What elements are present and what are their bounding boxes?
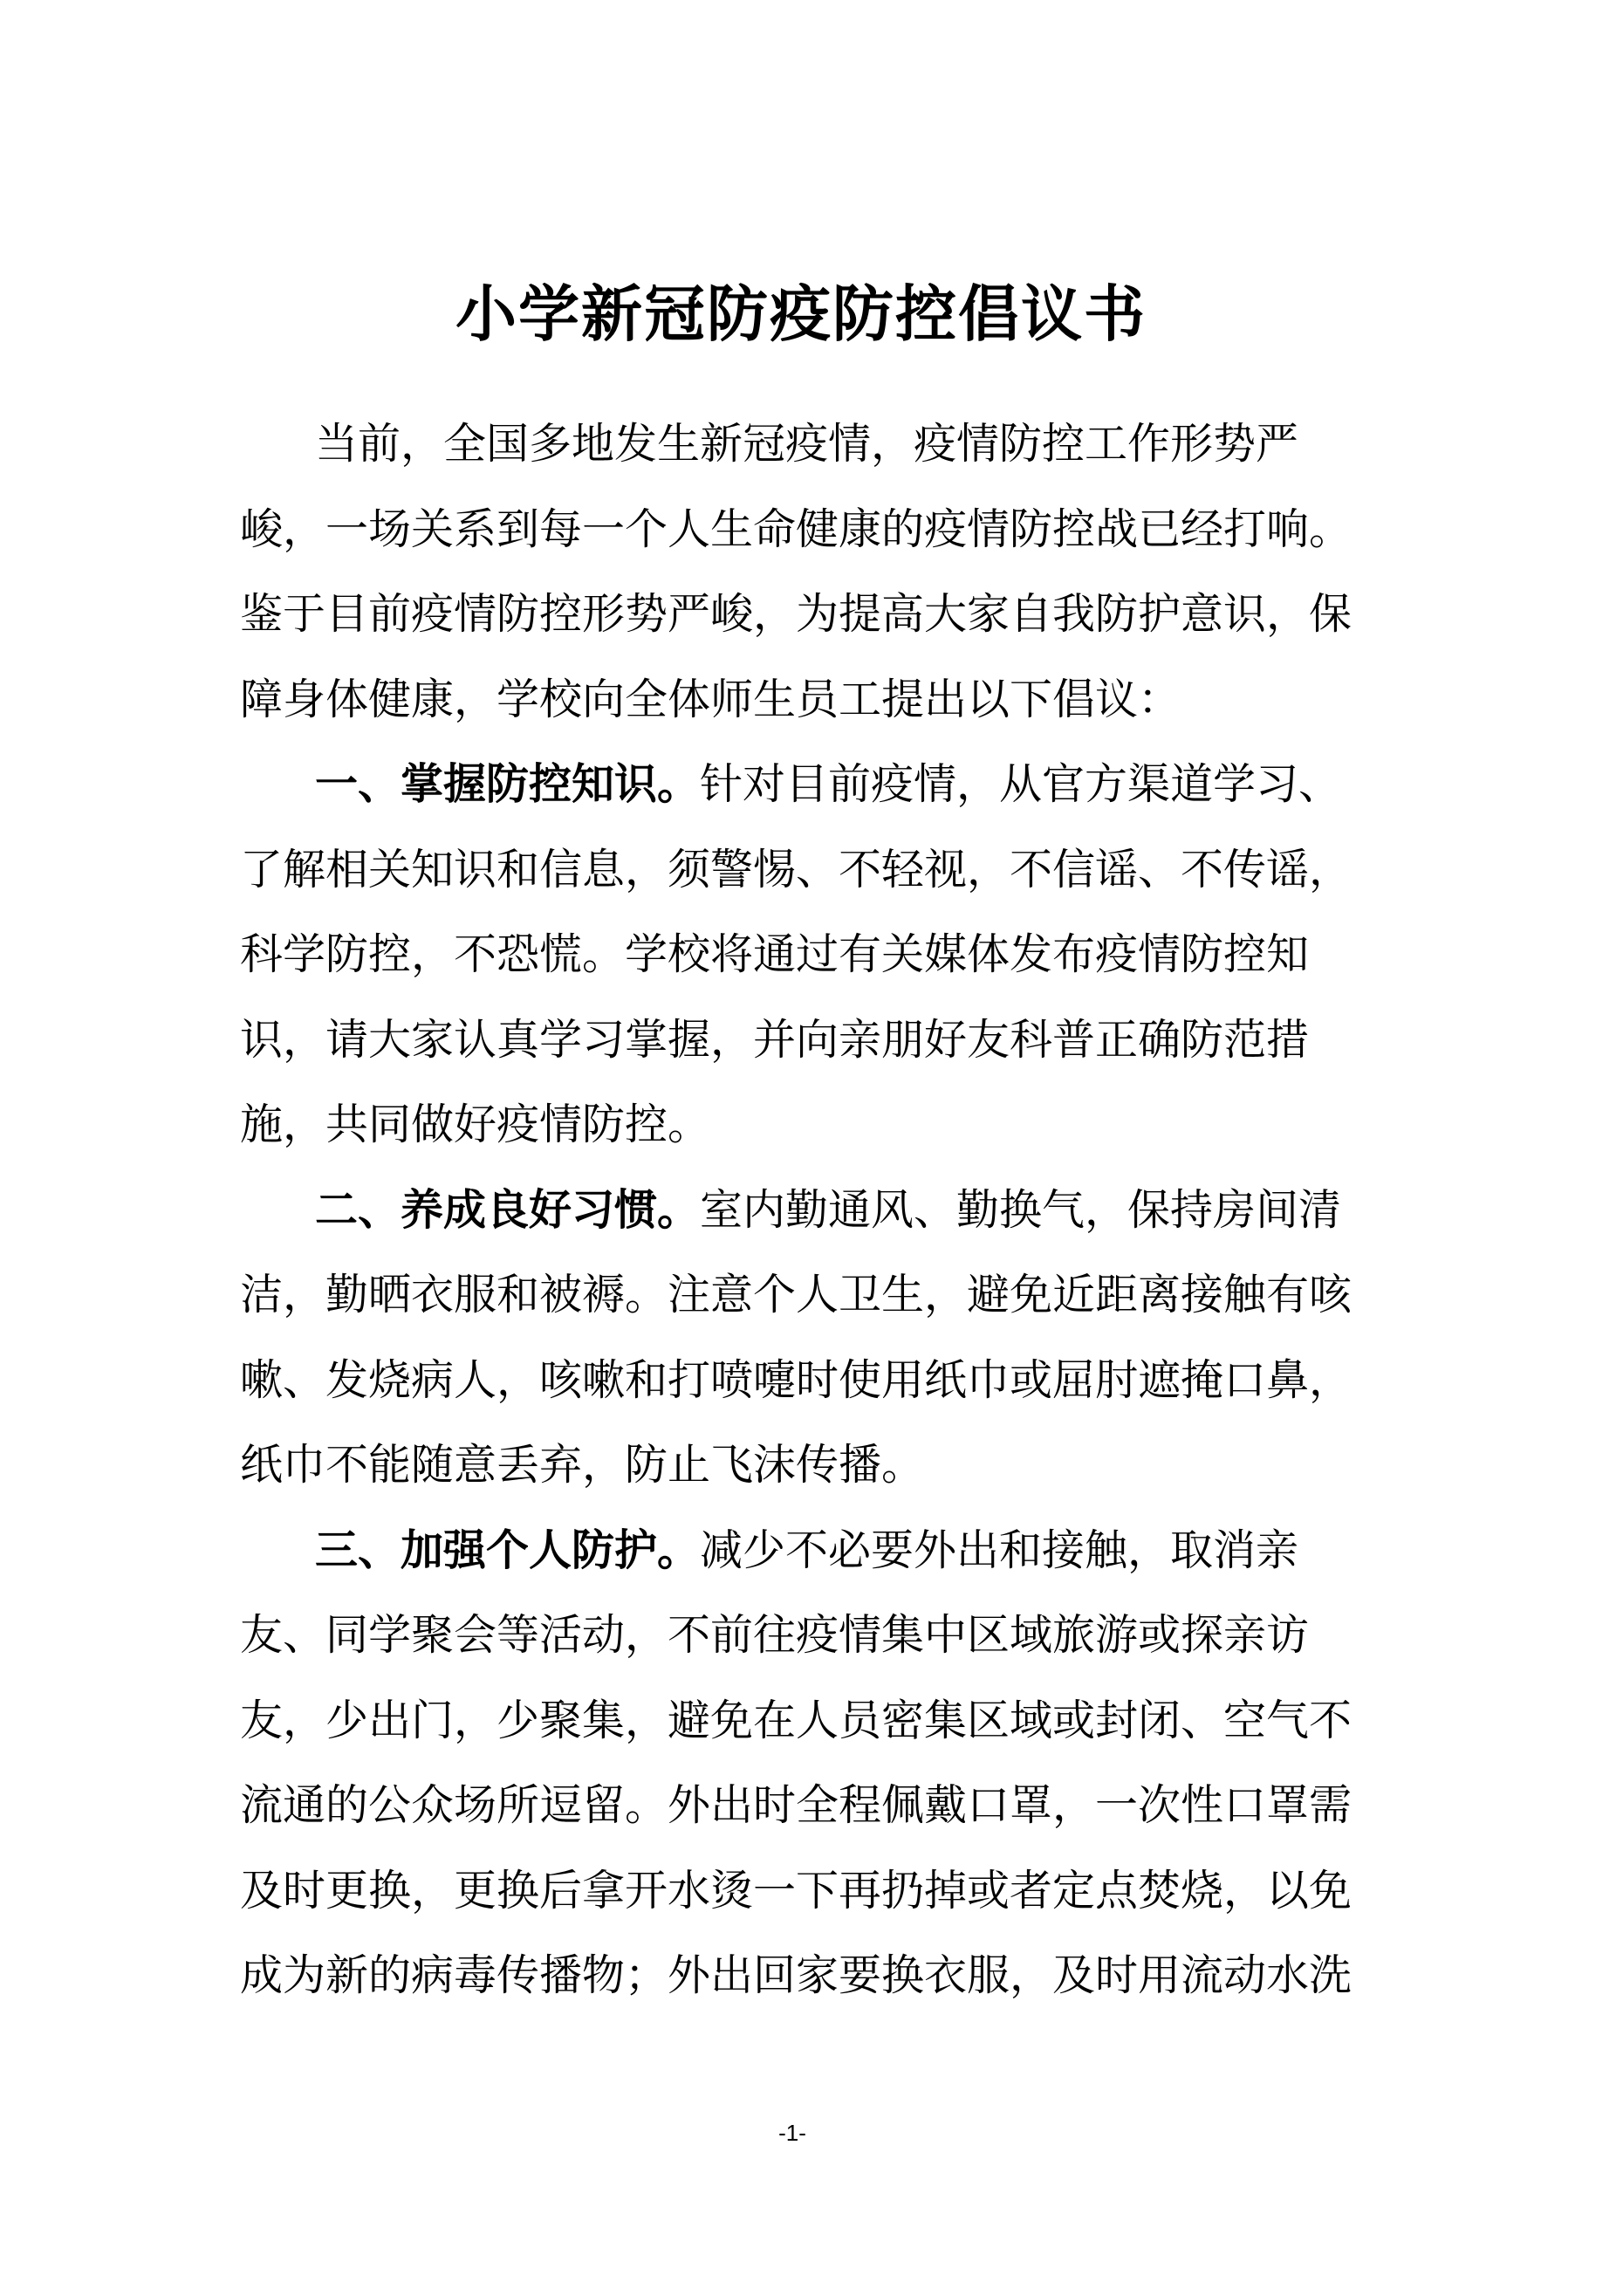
- section-first-line: [240, 742, 1374, 827]
- paragraph-line: 了解相关知识和信息，须警惕、不轻视，不信谣、不传谣，: [240, 844, 1352, 894]
- paragraph-line: 鉴于目前疫情防控形势严峻，为提高大家自我防护意识，保: [240, 589, 1352, 639]
- intro-paragraph: [240, 401, 1374, 742]
- paragraph-line: 识，请大家认真学习掌握，并向亲朋好友科普正确防范措: [240, 1014, 1310, 1065]
- paragraph-line: 峻，一场关系到每一个人生命健康的疫情防控战已经打响。: [240, 504, 1352, 554]
- section-knowledge: [240, 742, 1374, 1168]
- paragraph-line: 施，共同做好疫情防控。: [240, 1100, 711, 1149]
- paragraph-line: 科学防控，不恐慌。学校将通过有关媒体发布疫情防控知: [240, 929, 1310, 979]
- section-first-line: [240, 1508, 1374, 1593]
- paragraph-line: 当前，全国多地发生新冠疫情，疫情防控工作形势严: [315, 419, 1299, 469]
- document-body: [240, 401, 1374, 2018]
- section-protection: [240, 1508, 1374, 2018]
- page-number: -1-: [778, 2120, 806, 2146]
- section-habits: [240, 1168, 1374, 1508]
- paragraph-line: 友、同学聚会等活动，不前往疫情集中区域旅游或探亲访: [240, 1610, 1310, 1660]
- section-heading: 三、加强个人防护。: [315, 1524, 701, 1575]
- paragraph-line: 纸巾不能随意丢弃，防止飞沫传播。: [240, 1440, 925, 1490]
- paragraph-line: 流通的公众场所逗留。外出时全程佩戴口罩，一次性口罩需: [240, 1780, 1352, 1830]
- document-title: 小学新冠防疫防控倡议书: [455, 278, 1147, 350]
- paragraph-line: 嗽、发烧病人，咳嗽和打喷嚏时使用纸巾或屈肘遮掩口鼻，: [240, 1354, 1352, 1405]
- paragraph-line: 友，少出门，少聚集，避免在人员密集区域或封闭、空气不: [240, 1695, 1352, 1745]
- section-text: 针对目前疫情，从官方渠道学习、: [700, 759, 1342, 809]
- paragraph-line: 障身体健康，学校向全体师生员工提出以下倡议：: [240, 674, 1181, 724]
- paragraph-line: 成为新的病毒传播物；外出回家要换衣服，及时用流动水洗: [240, 1950, 1352, 2000]
- section-text: 室内勤通风、勤换气，保持房间清: [700, 1184, 1342, 1235]
- paragraph-line: 洁，勤晒衣服和被褥。注意个人卫生，避免近距离接触有咳: [240, 1270, 1352, 1319]
- section-first-line: [240, 1168, 1374, 1253]
- section-text: 减少不必要外出和接触，取消亲: [700, 1525, 1299, 1575]
- section-heading: 二、养成良好习惯。: [315, 1183, 701, 1235]
- section-heading: 一、掌握防控知识。: [315, 758, 701, 809]
- paragraph-line: 及时更换，更换后拿开水烫一下再扔掉或者定点焚烧，以免: [240, 1865, 1352, 1916]
